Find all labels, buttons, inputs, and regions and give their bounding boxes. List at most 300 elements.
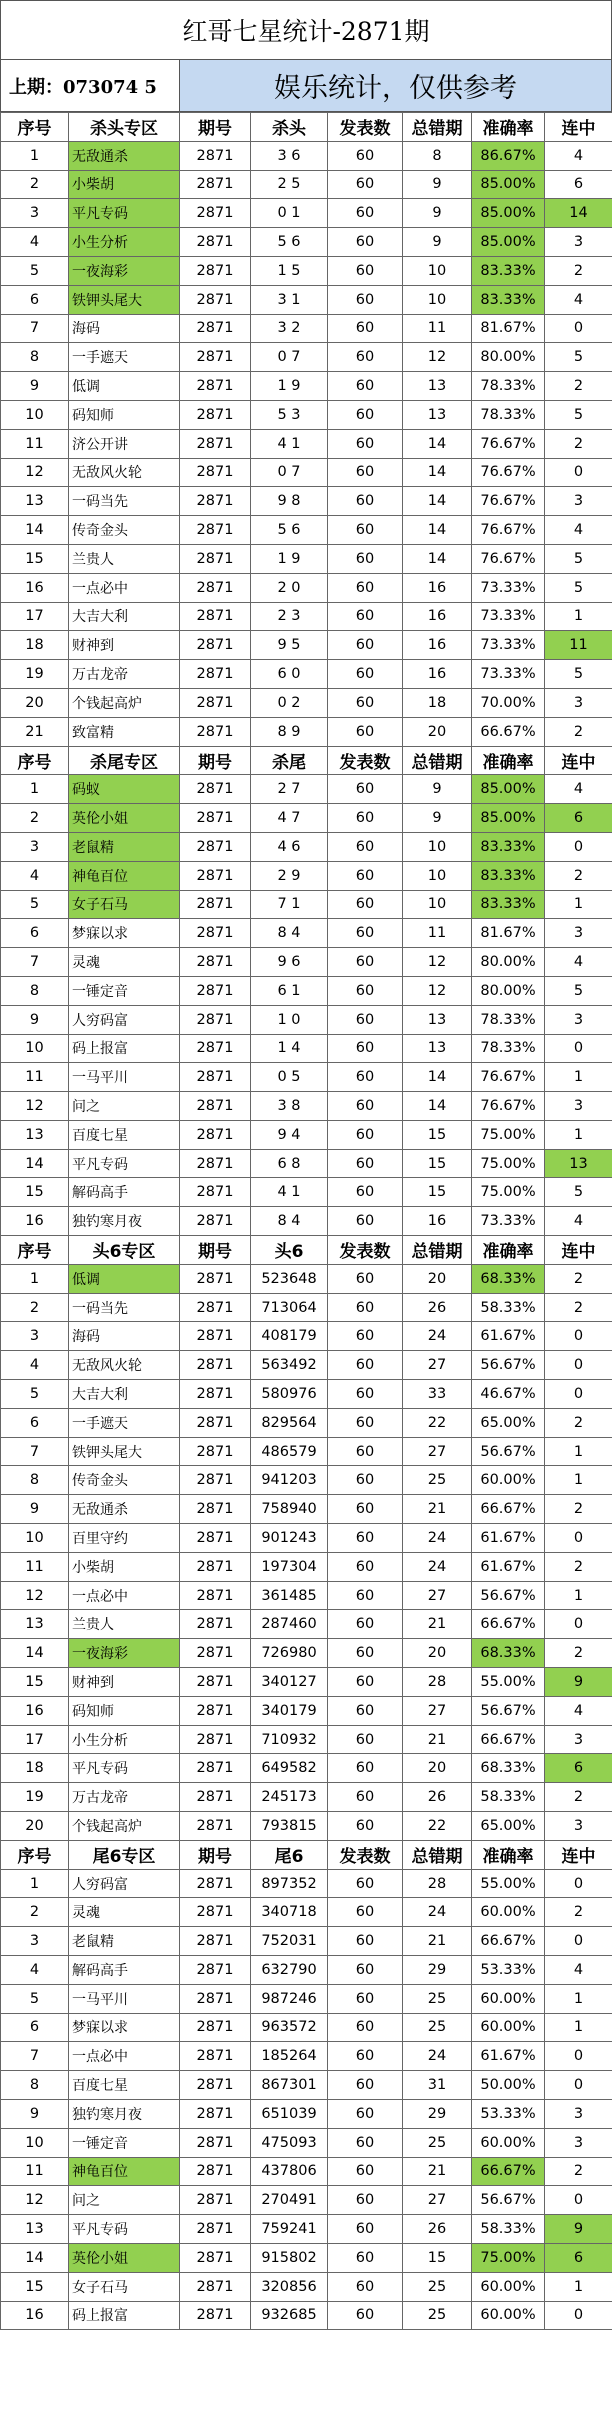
cell-streak: 0: [545, 2071, 612, 2100]
cell-accuracy: 83.33%: [472, 285, 545, 314]
cell-period: 2871: [180, 1956, 251, 1985]
cell-expert: 平凡专码: [69, 1149, 180, 1178]
cell-streak: 6: [545, 170, 612, 199]
cell-expert: 英伦小姐: [69, 804, 180, 833]
cell-expert: 一点必中: [69, 573, 180, 602]
cell-index: 10: [1, 1524, 69, 1553]
cell-accuracy: 76.67%: [472, 544, 545, 573]
cell-errors: 33: [403, 1380, 472, 1409]
cell-published: 60: [328, 2099, 403, 2128]
cell-pick: 245173: [251, 1783, 328, 1812]
cell-expert: 大吉大利: [69, 1380, 180, 1409]
table-row: [1, 1639, 612, 1668]
cell-period: 2871: [180, 2186, 251, 2215]
cell-pick: 2 3: [251, 602, 328, 631]
cell-streak: 5: [545, 400, 612, 429]
cell-index: 17: [1, 1725, 69, 1754]
cell-errors: 20: [403, 1639, 472, 1668]
table-row: [1, 2071, 612, 2100]
cell-streak: 3: [545, 1092, 612, 1121]
cell-streak: 2: [545, 372, 612, 401]
table-row: [1, 1869, 612, 1898]
cell-errors: 12: [403, 343, 472, 372]
cell-period: 2871: [180, 2042, 251, 2071]
cell-pick: 963572: [251, 2013, 328, 2042]
cell-published: 60: [328, 573, 403, 602]
cell-pick: 5 6: [251, 228, 328, 257]
cell-expert: 平凡专码: [69, 199, 180, 228]
cell-expert: 一夜海彩: [69, 256, 180, 285]
cell-errors: 16: [403, 573, 472, 602]
cell-streak: 3: [545, 1005, 612, 1034]
table-row: [1, 1293, 612, 1322]
section-header-row: [1, 1236, 612, 1265]
cell-published: 60: [328, 1927, 403, 1956]
cell-streak: 5: [545, 976, 612, 1005]
cell-accuracy: 68.33%: [472, 1754, 545, 1783]
cell-accuracy: 85.00%: [472, 170, 545, 199]
cell-accuracy: 60.00%: [472, 2272, 545, 2301]
cell-streak: 0: [545, 1034, 612, 1063]
cell-pick: 4 6: [251, 832, 328, 861]
cell-streak: 5: [545, 343, 612, 372]
cell-pick: 270491: [251, 2186, 328, 2215]
cell-period: 2871: [180, 1581, 251, 1610]
cell-accuracy: 80.00%: [472, 343, 545, 372]
cell-streak: 4: [545, 285, 612, 314]
cell-expert: 解码高手: [69, 1178, 180, 1207]
cell-streak: 2: [545, 2157, 612, 2186]
cell-pick: 3 6: [251, 141, 328, 170]
cell-expert: 一点必中: [69, 1581, 180, 1610]
cell-pick: 793815: [251, 1812, 328, 1841]
cell-errors: 10: [403, 832, 472, 861]
cell-accuracy: 80.00%: [472, 948, 545, 977]
cell-published: 60: [328, 429, 403, 458]
cell-period: 2871: [180, 573, 251, 602]
cell-errors: 11: [403, 314, 472, 343]
cell-pick: 897352: [251, 1869, 328, 1898]
cell-pick: 901243: [251, 1524, 328, 1553]
cell-published: 60: [328, 1092, 403, 1121]
cell-published: 60: [328, 141, 403, 170]
cell-pick: 486579: [251, 1437, 328, 1466]
cell-index: 1: [1, 1869, 69, 1898]
cell-streak: 5: [545, 544, 612, 573]
cell-streak: 3: [545, 487, 612, 516]
cell-expert: 小柴胡: [69, 170, 180, 199]
cell-pick: 758940: [251, 1495, 328, 1524]
table-row: [1, 256, 612, 285]
cell-index: 4: [1, 1351, 69, 1380]
cell-period: 2871: [180, 228, 251, 257]
info-bar: [0, 60, 612, 112]
section-header-row: [1, 1840, 612, 1869]
cell-index: 7: [1, 314, 69, 343]
cell-streak: 2: [545, 1408, 612, 1437]
header-streak: 连中: [545, 1236, 612, 1265]
cell-published: 60: [328, 2157, 403, 2186]
table-row: [1, 1610, 612, 1639]
cell-errors: 26: [403, 1293, 472, 1322]
header-published: 发表数: [328, 113, 403, 142]
table-row: [1, 1984, 612, 2013]
cell-pick: 523648: [251, 1264, 328, 1293]
cell-expert: 一点必中: [69, 2042, 180, 2071]
cell-expert: 码知师: [69, 1696, 180, 1725]
cell-period: 2871: [180, 1927, 251, 1956]
cell-streak: 1: [545, 2013, 612, 2042]
header-expert: 杀尾专区: [69, 746, 180, 775]
cell-accuracy: 76.67%: [472, 487, 545, 516]
cell-index: 1: [1, 1264, 69, 1293]
cell-index: 18: [1, 631, 69, 660]
cell-period: 2871: [180, 1552, 251, 1581]
cell-pick: 340718: [251, 1898, 328, 1927]
header-published: 发表数: [328, 1236, 403, 1265]
table-row: [1, 2272, 612, 2301]
cell-accuracy: 73.33%: [472, 660, 545, 689]
cell-pick: 710932: [251, 1725, 328, 1754]
table-row: [1, 1005, 612, 1034]
table-row: [1, 1956, 612, 1985]
cell-published: 60: [328, 1120, 403, 1149]
cell-expert: 一锤定音: [69, 2128, 180, 2157]
cell-period: 2871: [180, 1034, 251, 1063]
cell-period: 2871: [180, 602, 251, 631]
cell-period: 2871: [180, 1984, 251, 2013]
cell-published: 60: [328, 1322, 403, 1351]
table-row: [1, 2099, 612, 2128]
section-header-row: [1, 113, 612, 142]
cell-published: 60: [328, 2215, 403, 2244]
cell-expert: 平凡专码: [69, 2215, 180, 2244]
table-row: [1, 2157, 612, 2186]
cell-streak: 2: [545, 1639, 612, 1668]
cell-errors: 14: [403, 1063, 472, 1092]
cell-streak: 2: [545, 1783, 612, 1812]
cell-accuracy: 65.00%: [472, 1812, 545, 1841]
table-row: [1, 429, 612, 458]
table-row: [1, 2042, 612, 2071]
cell-pick: 185264: [251, 2042, 328, 2071]
cell-errors: 27: [403, 1696, 472, 1725]
cell-published: 60: [328, 1956, 403, 1985]
cell-pick: 3 1: [251, 285, 328, 314]
table-row: [1, 544, 612, 573]
cell-period: 2871: [180, 2071, 251, 2100]
cell-expert: 个钱起高炉: [69, 1812, 180, 1841]
cell-accuracy: 53.33%: [472, 1956, 545, 1985]
cell-published: 60: [328, 228, 403, 257]
cell-accuracy: 81.67%: [472, 314, 545, 343]
cell-accuracy: 83.33%: [472, 256, 545, 285]
cell-index: 13: [1, 1120, 69, 1149]
cell-pick: 320856: [251, 2272, 328, 2301]
cell-expert: 万古龙帝: [69, 1783, 180, 1812]
cell-index: 4: [1, 228, 69, 257]
cell-published: 60: [328, 2272, 403, 2301]
header-streak: 连中: [545, 746, 612, 775]
cell-pick: 563492: [251, 1351, 328, 1380]
cell-index: 17: [1, 602, 69, 631]
cell-accuracy: 68.33%: [472, 1639, 545, 1668]
cell-period: 2871: [180, 1812, 251, 1841]
cell-expert: 一马平川: [69, 1063, 180, 1092]
cell-errors: 15: [403, 2243, 472, 2272]
cell-period: 2871: [180, 1380, 251, 1409]
cell-errors: 16: [403, 631, 472, 660]
cell-pick: 6 0: [251, 660, 328, 689]
cell-index: 12: [1, 1581, 69, 1610]
cell-errors: 10: [403, 285, 472, 314]
cell-expert: 个钱起高炉: [69, 688, 180, 717]
cell-expert: 传奇金头: [69, 516, 180, 545]
cell-errors: 9: [403, 199, 472, 228]
cell-period: 2871: [180, 2157, 251, 2186]
header-index: 序号: [1, 746, 69, 775]
cell-accuracy: 50.00%: [472, 2071, 545, 2100]
cell-published: 60: [328, 2186, 403, 2215]
cell-published: 60: [328, 170, 403, 199]
cell-streak: 0: [545, 458, 612, 487]
table-row: [1, 976, 612, 1005]
cell-published: 60: [328, 2042, 403, 2071]
header-accuracy: 准确率: [472, 113, 545, 142]
cell-errors: 20: [403, 717, 472, 746]
cell-index: 7: [1, 1437, 69, 1466]
cell-published: 60: [328, 400, 403, 429]
cell-period: 2871: [180, 1610, 251, 1639]
cell-period: 2871: [180, 1466, 251, 1495]
cell-streak: 2: [545, 1293, 612, 1322]
cell-index: 15: [1, 1668, 69, 1697]
cell-errors: 13: [403, 400, 472, 429]
table-row: [1, 1552, 612, 1581]
cell-published: 60: [328, 1898, 403, 1927]
cell-errors: 9: [403, 170, 472, 199]
cell-index: 6: [1, 1408, 69, 1437]
cell-published: 60: [328, 1437, 403, 1466]
cell-index: 11: [1, 429, 69, 458]
cell-published: 60: [328, 1466, 403, 1495]
cell-expert: 一马平川: [69, 1984, 180, 2013]
cell-accuracy: 76.67%: [472, 516, 545, 545]
cell-expert: 灵魂: [69, 1898, 180, 1927]
cell-pick: 0 7: [251, 458, 328, 487]
cell-streak: 2: [545, 256, 612, 285]
table-row: [1, 1754, 612, 1783]
header-expert: 杀头专区: [69, 113, 180, 142]
section-header-row: [1, 746, 612, 775]
cell-accuracy: 60.00%: [472, 2128, 545, 2157]
header-expert: 尾6专区: [69, 1840, 180, 1869]
cell-period: 2871: [180, 832, 251, 861]
cell-expert: 人穷码富: [69, 1005, 180, 1034]
cell-index: 9: [1, 372, 69, 401]
cell-index: 20: [1, 1812, 69, 1841]
table-row: [1, 372, 612, 401]
table-row: [1, 343, 612, 372]
cell-pick: 2 7: [251, 775, 328, 804]
cell-period: 2871: [180, 141, 251, 170]
header-streak: 连中: [545, 113, 612, 142]
cell-streak: 3: [545, 1725, 612, 1754]
cell-streak: 13: [545, 1149, 612, 1178]
cell-accuracy: 73.33%: [472, 573, 545, 602]
cell-expert: 平凡专码: [69, 1754, 180, 1783]
cell-pick: 987246: [251, 1984, 328, 2013]
cell-pick: 4 7: [251, 804, 328, 833]
cell-expert: 兰贵人: [69, 1610, 180, 1639]
cell-expert: 女子石马: [69, 2272, 180, 2301]
cell-published: 60: [328, 1524, 403, 1553]
cell-index: 18: [1, 1754, 69, 1783]
cell-errors: 26: [403, 1783, 472, 1812]
cell-accuracy: 65.00%: [472, 1408, 545, 1437]
cell-period: 2871: [180, 660, 251, 689]
cell-errors: 25: [403, 2128, 472, 2157]
cell-streak: 5: [545, 660, 612, 689]
cell-index: 2: [1, 1898, 69, 1927]
stats-table-body: [1, 113, 612, 2330]
cell-expert: 解码高手: [69, 1956, 180, 1985]
table-row: [1, 1351, 612, 1380]
cell-accuracy: 66.67%: [472, 2157, 545, 2186]
cell-index: 16: [1, 1207, 69, 1236]
cell-index: 13: [1, 1610, 69, 1639]
cell-period: 2871: [180, 1437, 251, 1466]
cell-published: 60: [328, 458, 403, 487]
cell-period: 2871: [180, 256, 251, 285]
cell-accuracy: 61.67%: [472, 1524, 545, 1553]
cell-published: 60: [328, 1264, 403, 1293]
cell-accuracy: 60.00%: [472, 1466, 545, 1495]
cell-expert: 万古龙帝: [69, 660, 180, 689]
last-draw-result: 上期：073074 5: [1, 60, 180, 111]
cell-expert: 铁钾头尾大: [69, 1437, 180, 1466]
cell-expert: 财神到: [69, 1668, 180, 1697]
cell-streak: 0: [545, 1610, 612, 1639]
cell-expert: 英伦小姐: [69, 2243, 180, 2272]
cell-period: 2871: [180, 1120, 251, 1149]
cell-expert: 女子石马: [69, 890, 180, 919]
cell-accuracy: 56.67%: [472, 1437, 545, 1466]
cell-errors: 10: [403, 256, 472, 285]
cell-errors: 15: [403, 1120, 472, 1149]
cell-errors: 27: [403, 1351, 472, 1380]
cell-expert: 梦寐以求: [69, 919, 180, 948]
cell-pick: 932685: [251, 2301, 328, 2330]
cell-streak: 0: [545, 832, 612, 861]
table-row: [1, 458, 612, 487]
table-row: [1, 141, 612, 170]
cell-published: 60: [328, 948, 403, 977]
cell-index: 3: [1, 1927, 69, 1956]
cell-streak: 14: [545, 199, 612, 228]
cell-index: 7: [1, 948, 69, 977]
cell-pick: 726980: [251, 1639, 328, 1668]
cell-index: 6: [1, 919, 69, 948]
cell-streak: 1: [545, 602, 612, 631]
cell-index: 9: [1, 2099, 69, 2128]
cell-period: 2871: [180, 688, 251, 717]
table-row: [1, 1149, 612, 1178]
cell-accuracy: 58.33%: [472, 1783, 545, 1812]
table-row: [1, 314, 612, 343]
cell-published: 60: [328, 1178, 403, 1207]
header-pick: 杀尾: [251, 746, 328, 775]
table-row: [1, 2243, 612, 2272]
cell-pick: 340179: [251, 1696, 328, 1725]
cell-pick: 3 8: [251, 1092, 328, 1121]
cell-errors: 22: [403, 1408, 472, 1437]
cell-period: 2871: [180, 1696, 251, 1725]
cell-index: 16: [1, 2301, 69, 2330]
cell-accuracy: 85.00%: [472, 228, 545, 257]
cell-expert: 百里守约: [69, 1524, 180, 1553]
cell-pick: 8 9: [251, 717, 328, 746]
cell-period: 2871: [180, 1783, 251, 1812]
cell-expert: 问之: [69, 1092, 180, 1121]
cell-accuracy: 78.33%: [472, 1005, 545, 1034]
header-streak: 连中: [545, 1840, 612, 1869]
cell-accuracy: 80.00%: [472, 976, 545, 1005]
cell-streak: 4: [545, 775, 612, 804]
cell-streak: 3: [545, 2099, 612, 2128]
cell-period: 2871: [180, 2243, 251, 2272]
cell-pick: 5 3: [251, 400, 328, 429]
cell-published: 60: [328, 1783, 403, 1812]
cell-streak: 0: [545, 1524, 612, 1553]
cell-streak: 0: [545, 1322, 612, 1351]
cell-pick: 0 2: [251, 688, 328, 717]
cell-pick: 5 6: [251, 516, 328, 545]
table-row: [1, 1264, 612, 1293]
cell-index: 21: [1, 717, 69, 746]
table-row: [1, 1495, 612, 1524]
cell-errors: 24: [403, 1898, 472, 1927]
cell-streak: 1: [545, 890, 612, 919]
header-errors: 总错期: [403, 746, 472, 775]
table-row: [1, 1380, 612, 1409]
cell-streak: 2: [545, 1552, 612, 1581]
table-row: [1, 2215, 612, 2244]
cell-published: 60: [328, 2243, 403, 2272]
cell-streak: 6: [545, 1754, 612, 1783]
cell-errors: 21: [403, 2157, 472, 2186]
cell-index: 15: [1, 544, 69, 573]
cell-errors: 24: [403, 2042, 472, 2071]
table-row: [1, 199, 612, 228]
table-row: [1, 602, 612, 631]
cell-published: 60: [328, 832, 403, 861]
cell-streak: 1: [545, 2272, 612, 2301]
cell-accuracy: 83.33%: [472, 832, 545, 861]
cell-pick: 287460: [251, 1610, 328, 1639]
cell-accuracy: 60.00%: [472, 2301, 545, 2330]
cell-pick: 340127: [251, 1668, 328, 1697]
cell-published: 60: [328, 861, 403, 890]
cell-published: 60: [328, 2128, 403, 2157]
cell-accuracy: 85.00%: [472, 775, 545, 804]
cell-index: 2: [1, 170, 69, 199]
cell-accuracy: 76.67%: [472, 458, 545, 487]
cell-errors: 21: [403, 1927, 472, 1956]
cell-period: 2871: [180, 2215, 251, 2244]
header-errors: 总错期: [403, 1236, 472, 1265]
cell-errors: 14: [403, 487, 472, 516]
